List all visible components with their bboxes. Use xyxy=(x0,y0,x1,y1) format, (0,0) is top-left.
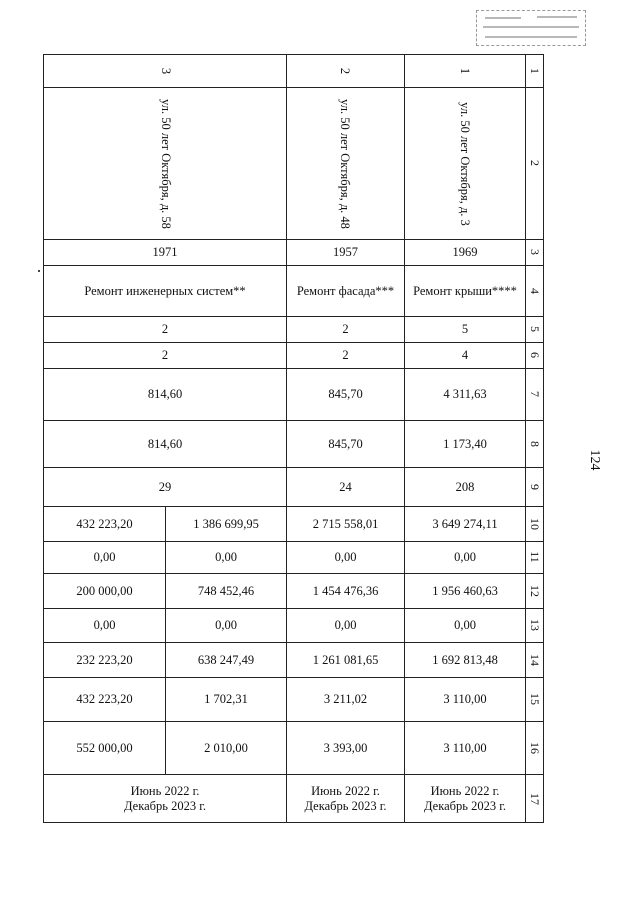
year-col-b: 1957 xyxy=(333,245,358,259)
row7-col-c: 4 311,63 xyxy=(443,387,487,401)
row11-col-a1: 0,00 xyxy=(93,550,116,564)
row14-col-c: 1 692 813,48 xyxy=(432,652,498,667)
row9-col-b: 24 xyxy=(339,479,352,494)
row14-col-a1: 232 223,20 xyxy=(76,652,133,667)
row-number: 8 xyxy=(528,441,543,447)
row15-col-b: 3 211,02 xyxy=(323,692,368,706)
row12-col-c: 1 956 460,63 xyxy=(432,583,498,598)
repair-type-col-a: Ремонт инженерных систем** xyxy=(84,283,246,298)
row12-col-a1: 200 000,00 xyxy=(76,583,133,598)
address-col-b: ул. 50 лет Октября, д. 48 xyxy=(338,99,353,229)
row12-col-a2: 748 452,46 xyxy=(197,583,255,598)
row16-col-a1: 552 000,00 xyxy=(76,740,133,755)
repair-type-col-c: Ремонт крыши**** xyxy=(413,283,517,298)
row10-col-a1: 432 223,20 xyxy=(76,516,133,531)
row6-col-b: 2 xyxy=(342,348,349,362)
row-number: 9 xyxy=(528,484,543,490)
row5-col-b: 2 xyxy=(342,322,349,336)
repair-type-col-b: Ремонт фасада*** xyxy=(296,283,395,298)
row10-col-a2: 1 386 699,95 xyxy=(193,516,259,531)
year-col-c: 1969 xyxy=(452,245,478,259)
row15-col-c: 3 110,00 xyxy=(443,692,487,706)
row6-col-c: 4 xyxy=(461,348,469,362)
header-col-c: 1 xyxy=(458,67,473,75)
year-col-a: 1971 xyxy=(152,245,178,259)
row12-col-b: 1 454 476,36 xyxy=(312,583,379,598)
row11-col-c: 0,00 xyxy=(454,550,476,564)
row10-col-b: 2 715 558,01 xyxy=(312,516,379,531)
row10-col-c: 3 649 274,11 xyxy=(432,516,498,531)
row-number: 16 xyxy=(528,742,543,754)
address-col-c: ул. 50 лет Октября, д. 3 xyxy=(458,102,473,226)
row5-col-c: 5 xyxy=(461,322,469,336)
row13-col-c: 0,00 xyxy=(454,618,476,632)
row-number: 17 xyxy=(528,793,543,805)
row-number: 2 xyxy=(528,160,543,166)
row13-col-a1: 0,00 xyxy=(93,618,116,632)
row15-col-a1: 432 223,20 xyxy=(76,692,133,706)
row14-col-b: 1 261 081,65 xyxy=(312,652,379,667)
row13-col-b: 0,00 xyxy=(334,618,357,632)
row9-col-c: 208 xyxy=(455,479,475,494)
row-number: 5 xyxy=(528,326,543,332)
row16-col-b: 3 393,00 xyxy=(323,740,368,755)
address-col-a: ул. 50 лет Октября, д. 58 xyxy=(159,99,174,229)
row13-col-a2: 0,00 xyxy=(215,618,237,632)
row-number: 1 xyxy=(528,68,543,74)
row16-col-a2: 2 010,00 xyxy=(204,740,248,755)
header-col-a: 3 xyxy=(159,67,174,75)
page-number: 124 xyxy=(587,449,602,471)
row-number: 14 xyxy=(528,654,543,666)
row7-col-a: 814,60 xyxy=(147,387,183,401)
row-number: 15 xyxy=(528,693,543,705)
row7-col-b: 845,70 xyxy=(328,387,363,401)
row8-col-c: 1 173,40 xyxy=(443,436,487,451)
row11-col-a2: 0,00 xyxy=(215,550,237,564)
period-col-a: Июнь 2022 г. Декабрь 2023 г. xyxy=(123,783,207,813)
period-col-c: Июнь 2022 г. Декабрь 2023 г. xyxy=(423,783,507,813)
row-number: 10 xyxy=(528,518,543,530)
row-number: 3 xyxy=(528,249,543,255)
row-number: 6 xyxy=(528,352,543,358)
row-number: 13 xyxy=(528,619,543,631)
row-number: 12 xyxy=(528,585,543,597)
period-col-b: Июнь 2022 г. Декабрь 2023 г. xyxy=(304,783,387,813)
header-col-b: 2 xyxy=(338,67,353,75)
row8-col-b: 845,70 xyxy=(328,436,363,451)
row-number: 11 xyxy=(528,551,543,563)
row6-col-a: 2 xyxy=(161,348,169,362)
row16-col-c: 3 110,00 xyxy=(443,740,487,755)
row-number: 7 xyxy=(528,391,543,397)
row14-col-a2: 638 247,49 xyxy=(197,652,255,667)
row8-col-a: 814,60 xyxy=(147,436,183,451)
row15-col-a2: 1 702,31 xyxy=(204,692,248,706)
row9-col-a: 29 xyxy=(158,479,172,494)
row11-col-b: 0,00 xyxy=(334,550,357,564)
row5-col-a: 2 xyxy=(161,322,169,336)
row-number: 4 xyxy=(528,288,543,294)
